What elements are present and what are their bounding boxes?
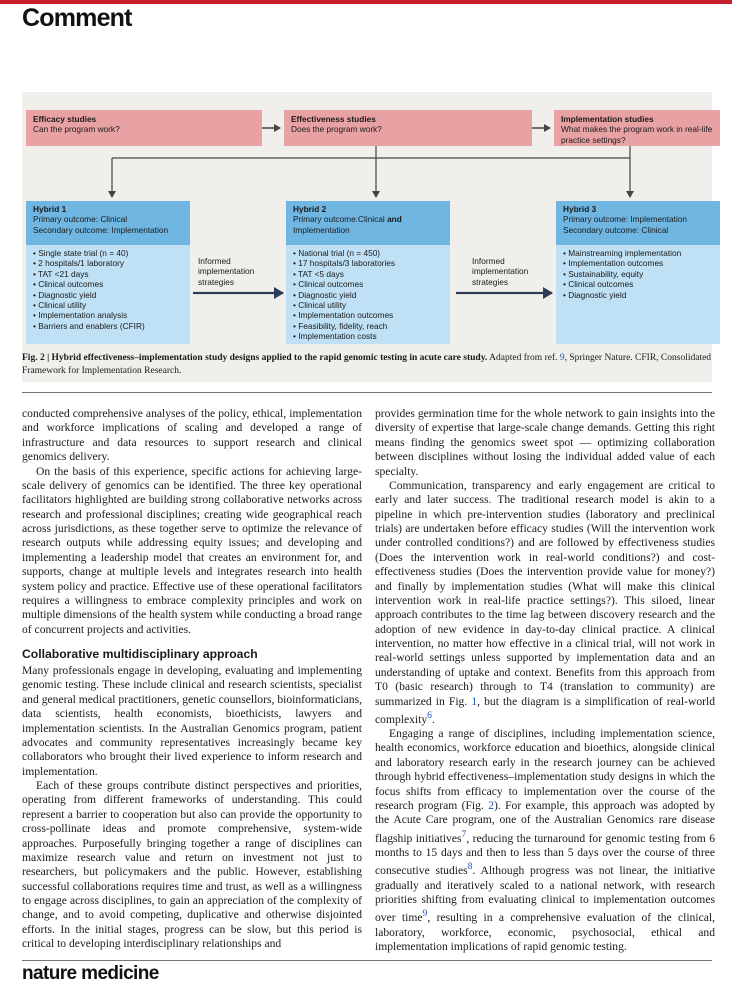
effectiveness-studies-box	[284, 110, 532, 146]
text: . Although progress was not linear, the initiative gradually and iteratively scaled to a national network, with research priorities shifting from evaluating clinical to implementation outcomes over time	[375, 864, 715, 925]
section-title: Comment	[22, 4, 132, 32]
list-item: • Implementation costs	[293, 331, 377, 342]
hybrid-3-list	[563, 248, 713, 300]
hybrid-title: Hybrid 1	[33, 204, 67, 214]
caption-ref-link[interactable]: 9	[559, 353, 565, 363]
list-item: • Clinical utility	[293, 300, 347, 311]
figure-caption	[22, 352, 712, 379]
list-item: • TAT <5 days	[293, 268, 344, 279]
text: Engaging a range of disciplines, including implementation science, health economics, workforce education and bioethics, alongside clinical and laboratory research early in the research journey can be achieved through hybrid effectiveness–implementation study designs in which the focus shifts from efficacy to implementation over the course of the research program (Fig.	[375, 727, 715, 812]
list-item: • Mainstreaming implementation	[563, 248, 682, 258]
hybrid-primary-text: Primary outcome:Clinical	[293, 214, 388, 225]
reference-link[interactable]: 9	[422, 908, 428, 920]
text: , resulting in a comprehensive evaluation of the clinical, laboratory, workforce, economic, psychosocial, ethical and implementation implications of rapid genomic testing.	[375, 911, 715, 953]
hybrid-1-list	[33, 248, 183, 331]
box-title: Efficacy studies	[33, 114, 97, 124]
box-question: What makes the program work in real-life practice settings?	[561, 124, 713, 145]
journal-logo: nature medicine	[22, 963, 159, 984]
implementation-studies-box	[554, 110, 720, 146]
text: Communication, transparency and early engagement are critical to early and later success. The traditional research model is akin to a pipeline in which pre-intervention studies (laboratory and preclinical trials) are undertaken before efficacy studies (Will the intervention work under controlled conditions?) and are followed by effectiveness studies (Does the intervention work in real-world conditions?) and cost-effectiveness studies (Does the intervention provide value for money?) and finally by implementation studies (What will make this clinical intervention work in real-life practice settings?). This siloed, linear approach contributes to the time lag between discovery research and the adoption of new evidence in day-to-day clinical practice. A clinical intervention, no matter how effective in a clinical trial, will not work in real-world settings unless supported by implementation data and an understanding of uptake and context. Benefits from this approach from T0 (basic research) through to T4 (translation to community) are summarized in Fig.	[375, 478, 715, 708]
text: , but the diagram is a simplification of real-world complexity	[375, 694, 715, 726]
list-item: • Feasibility, fidelity, reach	[293, 320, 388, 331]
reference-link[interactable]: 8	[467, 861, 473, 873]
list-item: • Sustainability, equity	[563, 268, 644, 279]
text: ). For example, this approach was adopted by the Acute Care program, one of the Australian Genomics rare disease flagship initiatives	[375, 798, 716, 845]
figure-divider	[22, 392, 712, 393]
hybrid-2-body	[286, 245, 450, 344]
list-item: • Barriers and enablers (CFIR)	[33, 320, 145, 331]
list-item: • Clinical outcomes	[33, 279, 104, 290]
hybrid-primary: Primary outcome: Implementation	[563, 214, 688, 225]
reference-link[interactable]: 6	[427, 709, 432, 721]
list-item: • Diagnostic yield	[33, 289, 97, 300]
figure-link[interactable]: 1	[471, 694, 478, 708]
paragraph: provides germination time for the whole network to gain insights into the diversity of expertise that large-scale change demands. Getting this right means finding the genomics sweet spot — optimizing collaboration between disciplines without losing the individual added value of each specialty.	[375, 407, 715, 478]
hybrid-title: Hybrid 2	[293, 204, 327, 214]
hybrid-2-list	[293, 248, 443, 342]
reference-link[interactable]: 7	[461, 828, 467, 840]
caption-bold: Fig. 2 | Hybrid effectiveness–implementation study designs applied to the rapid genomic testing in acute care study.	[22, 353, 488, 363]
box-title: Effectiveness studies	[291, 114, 376, 124]
list-item: • Diagnostic yield	[293, 289, 357, 300]
hybrid-1-body	[26, 245, 190, 344]
hybrid-primary-and: and	[387, 214, 402, 225]
connector-label-1: Informed implementation strategies	[198, 256, 255, 287]
hybrid-primary	[293, 214, 443, 224]
paragraph: conducted comprehensive analyses of the policy, ethical, implementation and workforce implications of scaling and developed a range of infrastructure and data resources to support research and clinical genomics delivery.	[22, 407, 362, 464]
subheading: Collaborative multidisciplinary approach	[22, 647, 258, 661]
list-item: • 2 hospitals/1 laboratory	[33, 258, 124, 269]
left-column	[22, 407, 362, 952]
hybrid-2-header	[286, 201, 450, 245]
paragraph: Many professionals engage in developing, evaluating and implementing genomic testing. These include clinical and research scientists, specialist and general medical practitioners, genetic counsellors, bioinformaticians, data scientists, health economists, bioethicists, lawyers and implementation scientists. In the Australian Genomics program, patient advocates and community representatives increasingly became key collaborators who brought their lived experience to inform research and implementation.	[22, 664, 362, 778]
list-item: • TAT <21 days	[33, 268, 89, 279]
text: .	[432, 712, 435, 726]
list-item: • National trial (n = 450)	[293, 248, 381, 258]
list-item: • Implementation outcomes	[293, 310, 394, 321]
list-item: • Implementation outcomes	[563, 258, 664, 269]
box-question: Does the program work?	[291, 124, 382, 135]
text: , reducing the turnaround for genomic testing from 6 months to 15 days and then to less than 5 days over the course of three consecutive studies	[375, 831, 715, 878]
caption-text: Adapted from ref.	[487, 353, 560, 363]
hybrid-1-header	[26, 201, 190, 245]
list-item: • Single state trial (n = 40)	[33, 248, 129, 258]
list-item: • Clinical utility	[33, 300, 87, 311]
hybrid-title: Hybrid 3	[563, 204, 597, 214]
caption-text: , Springer Nature. CFIR, Consolidated Framework for Implementation Research.	[22, 353, 712, 377]
hybrid-secondary: Secondary outcome: Implementation	[33, 224, 169, 235]
list-item: • Implementation analysis	[33, 310, 128, 321]
figure-link[interactable]: 2	[488, 798, 494, 812]
footer-divider	[22, 960, 712, 961]
paragraph: On the basis of this experience, specific actions for achieving large-scale delivery of genomics can be identified. The three key operational facilitators highlighted are building strong collaborative networks across research and professional disciplines; creating wide geographical reach across jurisdictions, as these together serve to optimize the relevance of research outputs while addressing equity issues; and developing and implementing a leadership model that creates an environment for, and supports, change at multiple levels and integrates research into health system policy and practice. Effective use of these operational facilitators requires a willingness to embrace complexity principles and work on multiple dimensions of the health system while conducting a broad range of concurrent projects and activities.	[22, 464, 362, 636]
list-item: • Clinical outcomes	[563, 279, 634, 290]
hybrid-secondary: Secondary outcome: Clinical	[563, 224, 669, 235]
hybrid-3-header	[556, 201, 720, 245]
box-question: Can the program work?	[33, 124, 120, 135]
hybrid-secondary: Implementation	[293, 224, 350, 235]
list-item: • 17 hospitals/3 laboratories	[293, 258, 396, 269]
box-title: Implementation studies	[561, 114, 654, 124]
list-item: • Diagnostic yield	[563, 289, 627, 300]
paragraph	[375, 727, 715, 954]
efficacy-studies-box	[26, 110, 262, 146]
hybrid-primary: Primary outcome: Clinical	[33, 214, 128, 225]
paragraph: Each of these groups contribute distinct perspectives and priorities, operating from different frameworks of understanding. This could represent a barrier to cooperation but also can provide the opportunity to cross-pollinate ideas and promote comprehensive, system-wide approaches. Purposefully bringing together a range of disciplines can maximize research value and return on investment not just to researchers, but policymakers and the public. However, establishing successful collaborations requires time and trust, as well as a willingness to engage across disciplines, to gain an appreciation of the complexity of change, and to avoid competing, duplicative and otherwise disjointed efforts. In the initial stages, progress can be slow, but this period is critical to developing interdisciplinary relationships and	[22, 779, 362, 951]
list-item: • Clinical outcomes	[293, 279, 364, 290]
paragraph	[375, 479, 715, 727]
hybrid-3-body	[556, 245, 720, 344]
right-column	[375, 407, 715, 954]
connector-label-2: Informed implementation strategies	[472, 256, 529, 287]
